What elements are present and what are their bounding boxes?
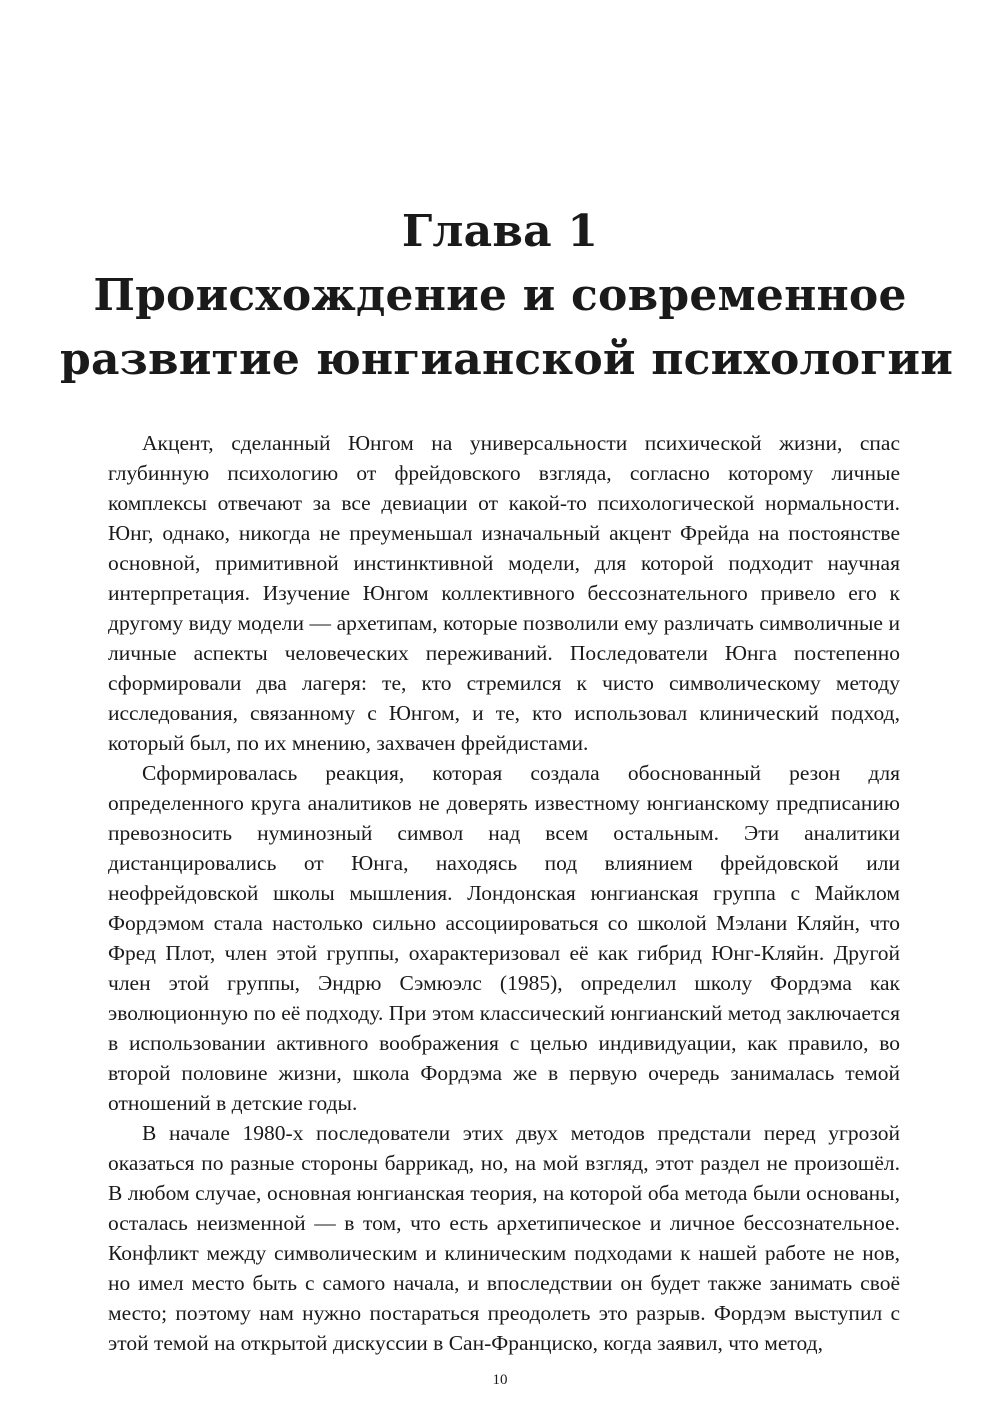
chapter-title-line-1: Происхождение и современное — [93, 270, 907, 321]
page-number: 10 — [492, 1372, 508, 1388]
chapter-heading — [60, 200, 954, 392]
paragraph-3: В начале 1980-х последователи этих двух методов предстали перед угрозой оказаться по разные стороны баррикад, но, на мой взгляд, этот раздел не произошёл. В любом случае, основная юнгианская теория, на которой оба метода были основаны, осталась неизменной — в том, что есть архетипическое и личное бессознательное. Конфликт между символическим и клиническим подходами к нашей работе не нов, но имел место быть с самого начала, и впоследствии он будет также занимать своё место; поэтому нам нужно постараться преодолеть это разрыв. Фордэм выступил с этой темой на открытой дискуссии в Сан-Франциско, когда заявил, что метод, — [108, 1121, 900, 1355]
chapter-label: Глава 1 — [401, 206, 599, 257]
body-text — [108, 428, 900, 1358]
paragraph-2: Сформировалась реакция, которая создала обоснованный резон для определенного круга аналитиков не доверять известному юнгианскому предписанию превозносить нуминозный символ над всем остальным. Эти аналитики дистанцировались от Юнга, находясь под влиянием фрейдовской или неофрейдовской школы мышления. Лондонская юнгианская группа с Майклом Фордэмом стала настолько сильно ассоциироваться со школой Мэлани Кляйн, что Фред Плот, член этой группы, охарактеризовал её как гибрид Юнг-Кляйн. Другой член этой группы, Эндрю Сэмюэлс (1985), определил школу Фордэма как эволюционную по её подходу. При этом классический юнгианский метод заключается в использовании активного воображения с целью индивидуации, как правило, во второй половине жизни, школа Фордэма же в первую очередь занималась темой отношений в детские годы. — [108, 761, 900, 1115]
paragraph-1: Акцент, сделанный Юнгом на универсальности психической жизни, спас глубинную психологию от фрейдовского взгляда, согласно которому личные комплексы отвечают за все девиации от какой-то психологической нормальности. Юнг, однако, никогда не преуменьшал изначальный акцент Фрейда на постоянстве основной, примитивной инстинктивной модели, для которой подходит научная интерпретация. Изучение Юнгом коллективного бессознательного привело его к другому виду модели — архетипам, которые позволили ему различать символичные и личные аспекты человеческих переживаний. Последователи Юнга постепенно сформировали два лагеря: те, кто стремился к чисто символическому методу исследования, связанному с Юнгом, и те, кто использовал клинический подход, который был, по их мнению, захвачен фрейдистами. — [108, 431, 900, 755]
chapter-title-line-2: развитие юнгианской психологии — [60, 334, 954, 385]
